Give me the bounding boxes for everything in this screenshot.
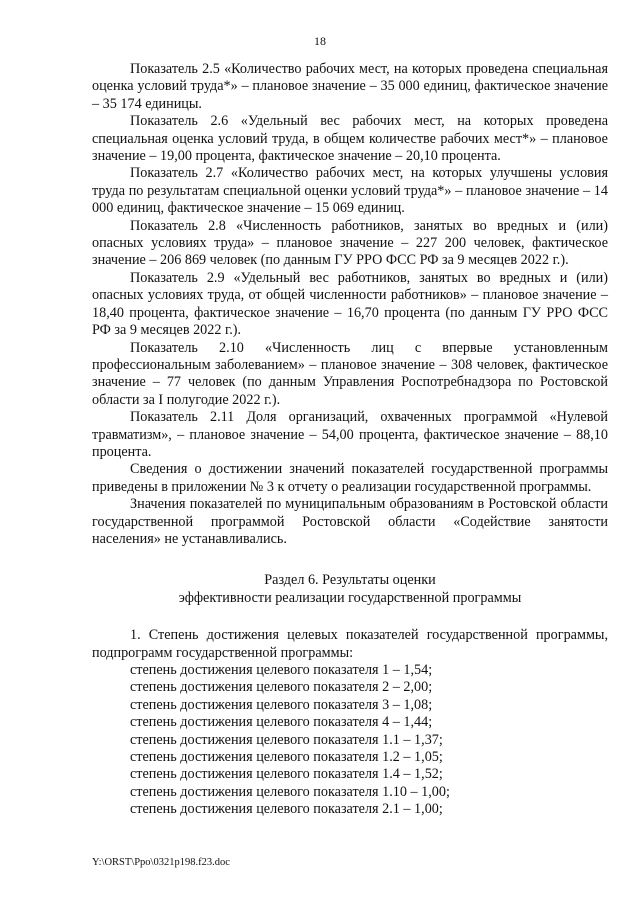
paragraph-indicator-2-10: Показатель 2.10 «Численность лиц с впервые установленным профессиональным заболеванием» – плановое значение – 308 человек, фактическое значение – 77 человек (по данным Управления Роспотребнадзора по Ростовской области за I полугодие 2022 г.). bbox=[92, 339, 608, 408]
list-item: степень достижения целевого показателя 1.4 – 1,52; bbox=[130, 766, 443, 783]
paragraph-municipal-values: Значения показателей по муниципальным образованиям в Ростовской области государственной программой Ростовской области «Содействие занятости населения» не устанавливались. bbox=[92, 496, 608, 547]
list-item: степень достижения целевого показателя 3 – 1,08; bbox=[130, 696, 433, 713]
list-item: степень достижения целевого показателя 1.10 – 1,00; bbox=[130, 783, 450, 800]
section-title-line-2: эффективности реализации государственной программы bbox=[178, 589, 522, 606]
paragraph-indicator-2-9: Показатель 2.9 «Удельный вес работников, занятых во вредных и (или) опасных условиях труда, от общей численности работников» – плановое значение – 18,40 процента, фактическое значение – 16,70 процента (по данным ГУ РРО ФСС РФ за 9 месяцев 2022 г.). bbox=[92, 269, 608, 339]
document-body bbox=[92, 61, 608, 819]
paragraph-appendix-reference: Сведения о достижении значений показателей государственной программы приведены в приложении № 3 к отчету о реализации государственной программы. bbox=[92, 461, 608, 495]
section-heading bbox=[92, 572, 608, 607]
page-number: 18 bbox=[314, 34, 326, 48]
paragraph-indicator-2-5: Показатель 2.5 «Количество рабочих мест, на которых проведена специальная оценка условий труда*» – плановое значение – 35 000 единиц, фактическое значение – 35 174 единицы. bbox=[92, 61, 608, 112]
list-item: степень достижения целевого показателя 1.1 – 1,37; bbox=[130, 731, 443, 748]
paragraph-indicator-2-7: Показатель 2.7 «Количество рабочих мест, на которых улучшены условия труда по результатам специальной оценки условий труда*» – плановое значение – 14 000 единиц, фактическое значение – 15 069 единиц. bbox=[92, 165, 608, 217]
paragraph-achievement-intro: 1. Степень достижения целевых показателей государственной программы, подпрограмм государственной программы: bbox=[92, 627, 608, 661]
list-item: степень достижения целевого показателя 2 – 2,00; bbox=[130, 679, 433, 696]
list-item: степень достижения целевого показателя 1.2 – 1,05; bbox=[130, 749, 443, 766]
paragraph-indicator-2-8: Показатель 2.8 «Численность работников, занятых во вредных и (или) опасных условиях труда» – плановое значение – 227 200 человек, фактическое значение – 206 869 человек (по данным ГУ РРО ФСС РФ за 9 месяцев 2022 г.). bbox=[92, 217, 608, 269]
list-item: степень достижения целевого показателя 4 – 1,44; bbox=[130, 714, 433, 731]
list-item: степень достижения целевого показателя 2.1 – 1,00; bbox=[130, 801, 443, 818]
footer-file-path: Y:\ORST\Ppo\0321p198.f23.doc bbox=[92, 857, 230, 868]
paragraph-indicator-2-11: Показатель 2.11 Доля организаций, охваченных программой «Нулевой травматизм», – плановое значение – 54,00 процента, фактическое значение – 88,10 процента. bbox=[92, 409, 608, 460]
paragraph-indicator-2-6: Показатель 2.6 «Удельный вес рабочих мест, на которых проведена специальная оценка условий труда, в общем количестве рабочих мест*» – плановое значение – 19,00 процента, фактическое значение – 20,10 процента. bbox=[92, 113, 608, 165]
list-item: степень достижения целевого показателя 1 – 1,54; bbox=[130, 662, 433, 678]
section-title-line-1: Раздел 6. Результаты оценки bbox=[264, 572, 436, 589]
